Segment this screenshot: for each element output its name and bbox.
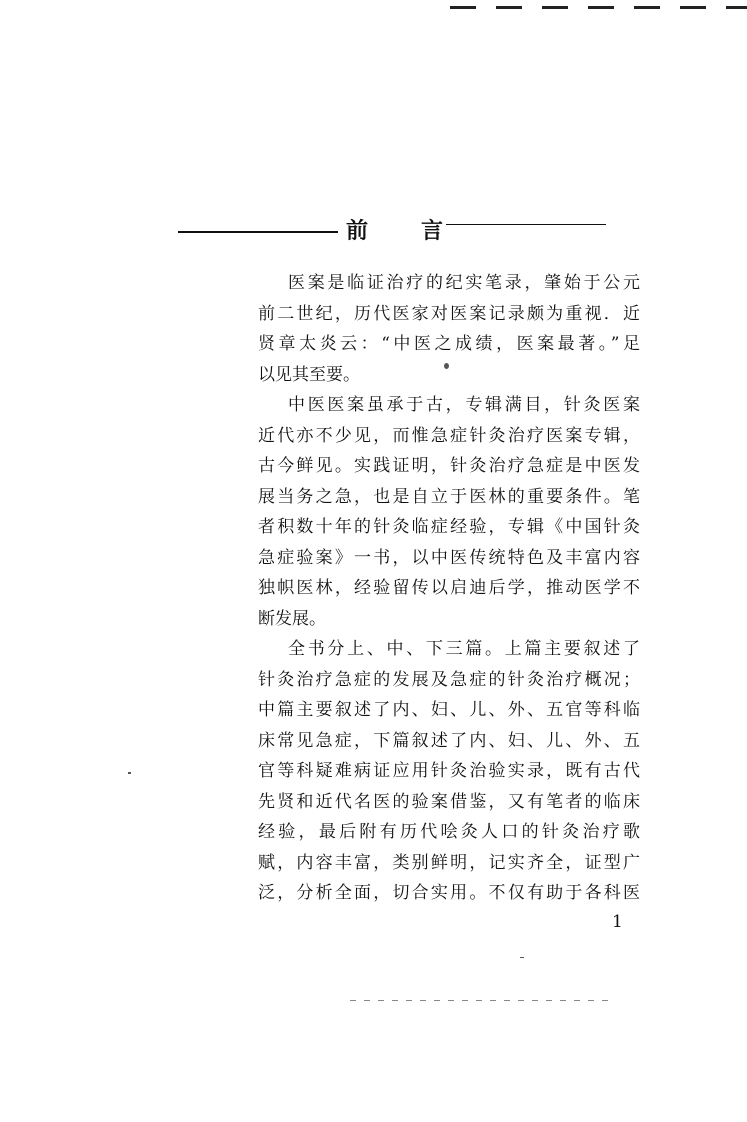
text-line: 贤章太炎云：“中医之成绩，医案最著。”足 xyxy=(258,334,640,354)
text-line: 针灸治疗急症的发展及急症的针灸治疗概况； xyxy=(258,669,640,690)
text-line: 展当务之急，也是自立于医林的重要条件。笔 xyxy=(258,486,640,507)
heading-rule-left xyxy=(178,231,338,233)
scan-noise xyxy=(350,1000,610,1001)
text-line: 官等科疑难病证应用针灸治验实录，既有古代 xyxy=(258,761,640,781)
text-line: 中医医案虽承于古，专辑满目，针灸医案 xyxy=(288,395,640,415)
preface-body xyxy=(258,268,640,909)
heading-char-2: 言 xyxy=(421,219,444,244)
scan-speck xyxy=(520,957,524,958)
text-line: 先贤和近代名医的验案借鉴，又有笔者的临床 xyxy=(258,791,640,812)
text-line: 全书分上、中、下三篇。上篇主要叙述了 xyxy=(288,639,640,659)
text-line: 泛，分析全面，切合实用。不仅有助于各科医 xyxy=(258,883,640,903)
scan-speck xyxy=(444,363,449,369)
page-heading xyxy=(178,214,606,244)
text-line: 中篇主要叙述了内、妇、儿、外、五官等科临 xyxy=(258,700,640,720)
heading-char-1: 前 xyxy=(346,219,369,244)
text-line: 床常见急症，下篇叙述了内、妇、儿、外、五 xyxy=(258,730,640,751)
text-line: 医案是临证治疗的纪实笔录，肇始于公元 xyxy=(288,273,640,293)
page-number: 1 xyxy=(612,912,623,932)
scan-speck xyxy=(128,772,131,774)
text-line: 经验，最后附有历代哙灸人口的针灸治疗歌 xyxy=(258,822,640,842)
text-line: 以见其至要。 xyxy=(258,364,360,385)
text-line: 古今鲜见。实践证明，针灸治疗急症是中医发 xyxy=(258,456,640,476)
text-line: 者积数十年的针灸临症经验，专辑《中国针灸 xyxy=(258,517,640,537)
text-line: 独帜医林，经验留传以启迪后学，推动医学不 xyxy=(258,578,640,598)
heading-rule-right xyxy=(446,224,606,225)
text-line: 赋，内容丰富，类别鲜明，记实齐全，证型广 xyxy=(258,852,640,873)
text-line: 近代亦不少见，而惟急症针灸治疗医案专辑， xyxy=(258,425,640,446)
top-edge-dashes xyxy=(450,6,747,9)
text-line: 前二世纪，历代医家对医案记录颇为重视．近 xyxy=(258,303,640,324)
text-line: 急症验案》一书，以中医传统特色及丰富内容 xyxy=(258,547,640,568)
text-line: 断发展。 xyxy=(258,608,326,629)
